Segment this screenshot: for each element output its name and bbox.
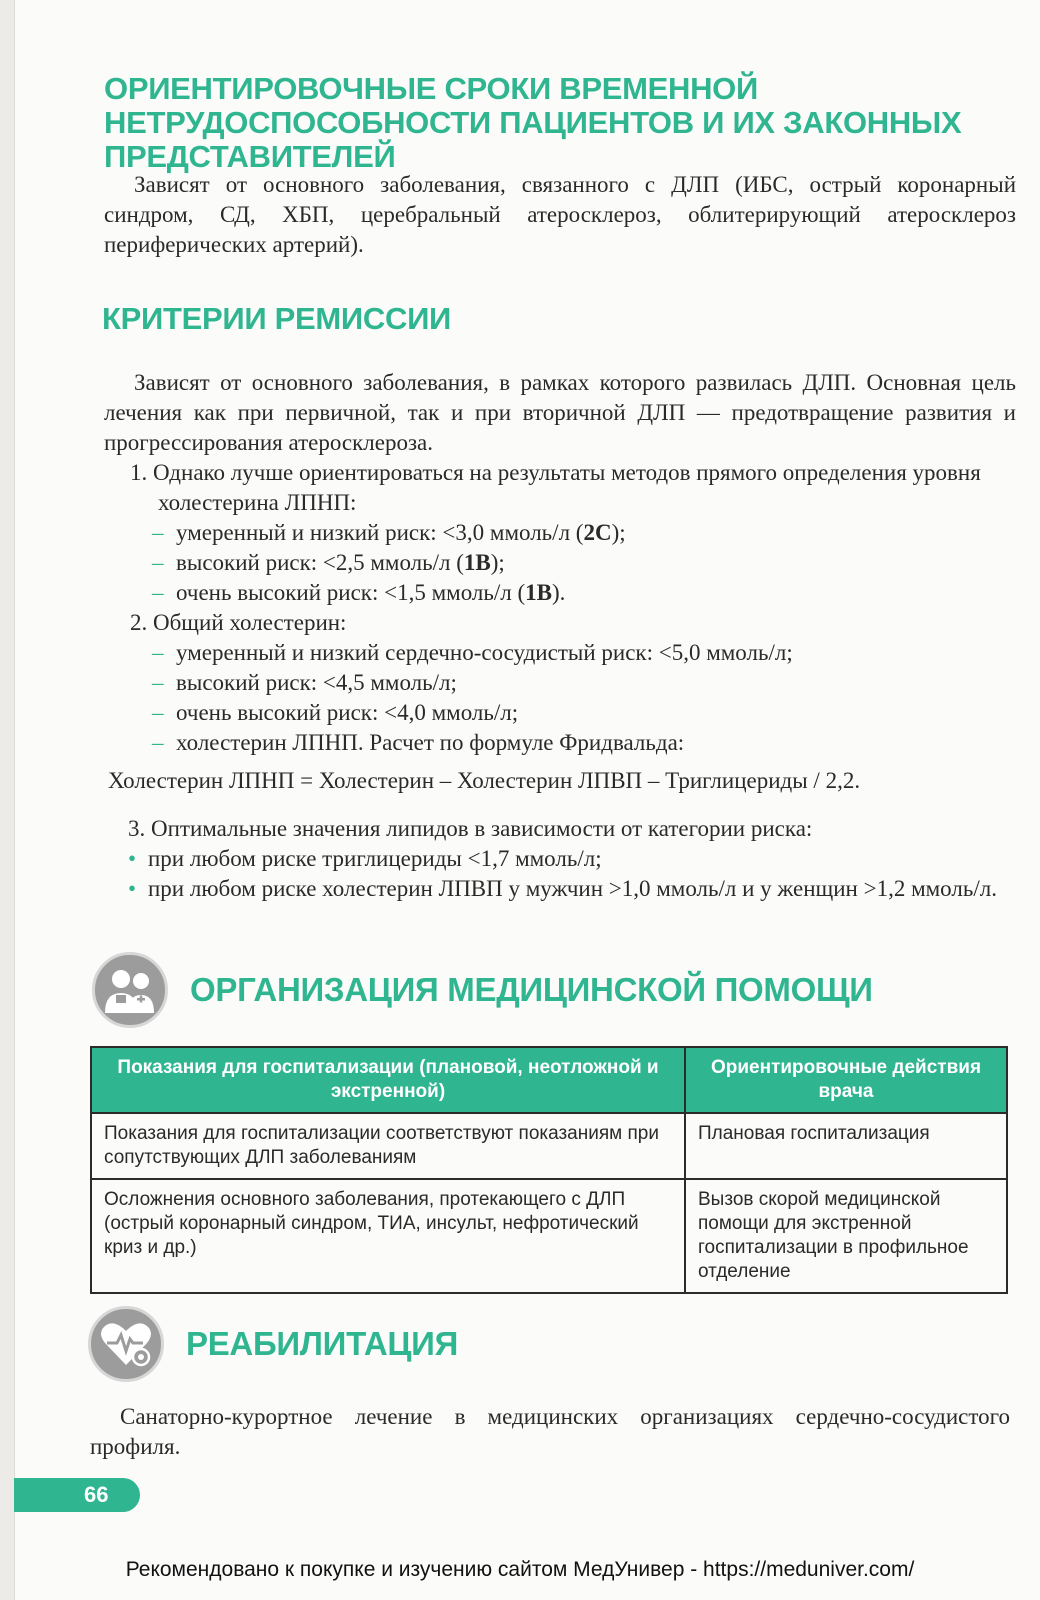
page-number: 66 (14, 1478, 140, 1512)
section-title-organization: ОРГАНИЗАЦИЯ МЕДИЦИНСКОЙ ПОМОЩИ (190, 971, 873, 1008)
list-item-tc-high: – высокий риск: <4,5 ммоль/л; (152, 668, 1020, 698)
section-title-disability: ОРИЕНТИРОВОЧНЫЕ СРОКИ ВРЕМЕННОЙ НЕТРУДОСПОСОБНОСТИ ПАЦИЕНТОВ И ИХ ЗАКОННЫХ ПРЕДСТАВИТЕЛЕЙ (104, 71, 962, 174)
table-header-row (91, 1047, 1007, 1113)
paragraph-rehabilitation: Санаторно-курортное лечение в медицинских организациях сердечно-сосудистого профиля. (90, 1404, 1010, 1459)
section-title-remission: КРИТЕРИИ РЕМИССИИ (102, 301, 452, 336)
total-cholesterol-list (130, 638, 1020, 758)
bullet-triglycerides: • при любом риске триглицериды <1,7 ммоль/л; (128, 844, 1018, 874)
heart-rehab-icon (88, 1306, 164, 1382)
list-item-ldl-high: – высокий риск: <2,5 ммоль/л (1В); (152, 548, 1020, 578)
list-item-tc-very-high: – очень высокий риск: <4,0 ммоль/л; (152, 698, 1020, 728)
paragraph-remission-intro: Зависят от основного заболевания, в рамках которого развилась ДЛП. Основная цель лечения как при первичной, так и при вторичной ДЛП — предотвращение развития и прогрессирования атеросклероза. (104, 370, 1016, 455)
hospitalization-table (90, 1046, 1008, 1294)
bullet-hdl: • при любом риске холестерин ЛПВП у мужчин >1,0 ммоль/л и у женщин >1,2 ммоль/л. (128, 874, 1018, 904)
list-item-ldl-very-high: – очень высокий риск: <1,5 ммоль/л (1В). (152, 578, 1020, 608)
table-row (91, 1113, 1007, 1179)
section-title-rehabilitation: РЕАБИЛИТАЦИЯ (186, 1325, 459, 1362)
table-header-indications: Показания для госпитализации (плановой, неотложной и экстренной) (91, 1047, 685, 1113)
list-item-3: 3. Оптимальные значения липидов в зависимости от категории риска: (128, 816, 813, 841)
table-header-actions: Ориентировочные действия врача (685, 1047, 1007, 1113)
section-header-organization (92, 952, 873, 1028)
list-item-friedewald: – холестерин ЛПНП. Расчет по формуле Фридвальда: (152, 728, 1020, 758)
table-row (91, 1179, 1007, 1293)
table-cell: Вызов скорой медицинской помощи для экстренной госпитализации в профильное отделение (685, 1179, 1007, 1293)
friedewald-formula: Холестерин ЛПНП = Холестерин – Холестерин ЛПВП – Триглицериды / 2,2. (108, 768, 861, 793)
list-item-1: 1. Однако лучше ориентироваться на результаты методов прямого определения уровня холестерина ЛПНП: (130, 460, 981, 515)
ldl-targets-list (130, 518, 1020, 608)
doctors-icon (92, 952, 168, 1028)
table-cell: Плановая госпитализация (685, 1113, 1007, 1179)
optimal-lipids-list (128, 814, 1018, 904)
table-cell: Показания для госпитализации соответствуют показаниям при сопутствующих ДЛП заболеваниям (91, 1113, 685, 1179)
paragraph-disability: Зависят от основного заболевания, связанного с ДЛП (ИБС, острый коронарный синдром, СД, ХБП, церебральный атеросклероз, облитерирующий атеросклероз периферических артерий). (104, 172, 1016, 257)
section-header-rehabilitation (88, 1306, 458, 1382)
footer-recommendation: Рекомендовано к покупке и изучению сайтом МедУнивер - https://meduniver.com/ (125, 1558, 915, 1581)
remission-list (130, 458, 1020, 758)
list-item-ldl-moderate: – умеренный и низкий риск: <3,0 ммоль/л (2С); (152, 518, 1020, 548)
list-item-2: 2. Общий холестерин: (130, 610, 347, 635)
list-item-tc-moderate: – умеренный и низкий сердечно-сосудистый риск: <5,0 ммоль/л; (152, 638, 1020, 668)
table-cell: Осложнения основного заболевания, протекающего с ДЛП (острый коронарный синдром, ТИА, инсульт, нефротический криз и др.) (91, 1179, 685, 1293)
optimal-lipids-bullets (128, 844, 1018, 904)
